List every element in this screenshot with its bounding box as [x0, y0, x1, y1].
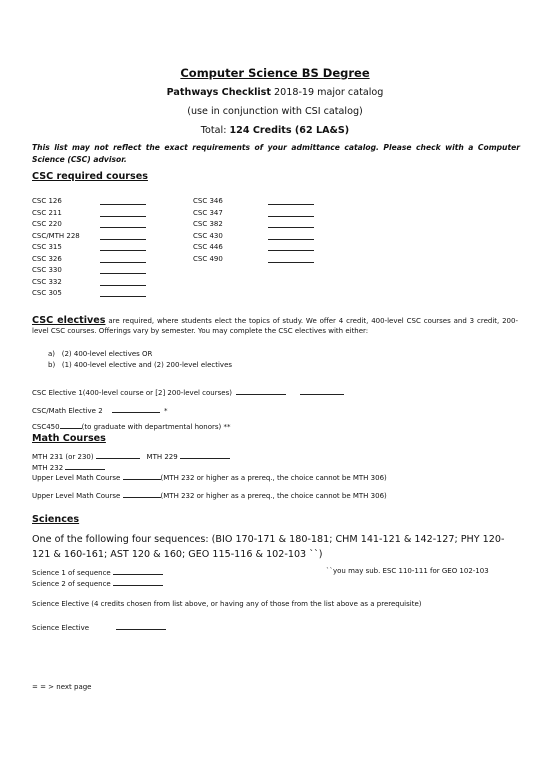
course-grade-blank[interactable] [268, 204, 314, 205]
course-grade-blank[interactable] [100, 227, 146, 228]
elective-2-label: CSC/Math Elective 2 [32, 407, 103, 415]
elective-1-blank-b[interactable] [300, 387, 344, 395]
total-credits [0, 125, 550, 136]
option-marker: b) [48, 361, 56, 369]
science-seq-1-blank[interactable] [113, 567, 163, 575]
required-heading: CSC required courses [32, 171, 148, 182]
course-label: CSC/MTH 228 [32, 231, 80, 240]
elective-option-a [48, 350, 152, 358]
course-grade-blank[interactable] [100, 250, 146, 251]
sciences-intro: One of the following four sequences: (BIO 170-171 & 180-181; CHM 141-121 & 142-127; PHY 120-121 & 160-161; AST 120 & 160; GEO 115-116 & 102-103 ``) [32, 534, 505, 560]
course-label: CSC 382 [193, 220, 223, 228]
course-label: CSC 126 [32, 197, 62, 205]
course-label: CSC 330 [32, 266, 62, 274]
course-grade-blank[interactable] [100, 239, 146, 240]
electives-paragraph [32, 316, 518, 336]
total-value: 124 Credits (62 LA&S) [229, 125, 350, 136]
honors-course: CSC450 [32, 423, 60, 431]
science-elective-row [32, 622, 166, 632]
math-row-2 [32, 462, 105, 472]
math-229-label: MTH 229 [146, 453, 178, 461]
upper-math-blank[interactable] [123, 472, 161, 480]
science-seq-2-row [32, 578, 163, 588]
science-elective-note: Science Elective (4 credits chosen from list above, or having any of those from the list above as a prerequisite) [32, 600, 422, 608]
course-label: CSC 446 [193, 243, 223, 251]
science-footnote: ``you may sub. ESC 110-111 for GEO 102-103 [326, 567, 489, 575]
course-label: CSC 347 [193, 208, 223, 217]
course-label: CSC 211 [32, 208, 62, 217]
elective-2-asterisk: * [164, 407, 168, 415]
course-label: CSC 490 [193, 254, 223, 263]
subtitle-catalog: 2018-19 major catalog [270, 87, 384, 98]
math-heading: Math Courses [32, 433, 106, 444]
course-grade-blank[interactable] [268, 216, 314, 217]
elective-1-blank-a[interactable] [236, 387, 286, 395]
course-grade-blank[interactable] [100, 262, 146, 263]
catalog-note: (use in conjunction with CSI catalog) [187, 106, 363, 117]
course-label: CSC 326 [32, 254, 62, 263]
science-seq-1-row [32, 567, 163, 577]
next-page-link[interactable]: = = > next page [32, 683, 92, 691]
subtitle-bold: Pathways Checklist [166, 87, 271, 98]
science-seq-2-blank[interactable] [113, 578, 163, 586]
electives-text: are required, where students elect the topics of study. We offer 4 credit, 400-level CSC courses and 3 credit, 200-level CSC courses. Offerings vary by semester. You may complete the CSC electives with either: [32, 317, 518, 335]
math-229-blank[interactable] [180, 451, 230, 459]
course-grade-blank[interactable] [100, 216, 146, 217]
science-elective-blank[interactable] [116, 622, 166, 630]
subtitle [0, 87, 550, 98]
disclaimer: This list may not reflect the exact requirements of your admittance catalog. Please check with a Computer Science (CSC) advisor. [32, 143, 520, 164]
course-label: CSC 346 [193, 197, 223, 205]
upper-math-note: (MTH 232 or higher as a prereq., the choice cannot be MTH 306) [160, 492, 387, 500]
math-232-label: MTH 232 [32, 464, 64, 472]
upper-math-note: (MTH 232 or higher as a prereq., the choice cannot be MTH 306) [160, 474, 387, 482]
upper-math-label: Upper Level Math Course [32, 492, 121, 500]
course-grade-blank[interactable] [100, 273, 146, 274]
course-grade-blank[interactable] [100, 204, 146, 205]
upper-math-row-1 [32, 472, 387, 482]
option-text: (2) 400-level electives OR [61, 350, 153, 358]
science-seq-1-label: Science 1 of sequence [32, 569, 111, 577]
upper-math-label: Upper Level Math Course [32, 474, 121, 482]
science-seq-2-label: Science 2 of sequence [32, 580, 111, 588]
course-label: CSC 430 [193, 231, 223, 240]
option-marker: a) [48, 350, 56, 358]
course-label: CSC 305 [32, 289, 62, 297]
elective-option-b [48, 361, 232, 369]
math-231-blank[interactable] [96, 451, 140, 459]
honors-blank[interactable] [60, 421, 82, 429]
option-text: (1) 400-level elective and (2) 200-level electives [61, 361, 233, 369]
honors-row [32, 421, 231, 431]
page-title: Computer Science BS Degree [180, 66, 370, 80]
course-label: CSC 332 [32, 277, 62, 286]
elective-1-label: CSC Elective 1(400-level course or [2] 200-level courses) [32, 389, 232, 397]
course-grade-blank[interactable] [268, 227, 314, 228]
elective-1-row [32, 387, 344, 397]
total-prefix: Total: [200, 125, 230, 136]
science-elective-label: Science Elective [32, 624, 90, 632]
course-grade-blank[interactable] [268, 239, 314, 240]
electives-heading: CSC electives [32, 315, 106, 326]
course-grade-blank[interactable] [100, 285, 146, 286]
math-232-blank[interactable] [65, 462, 105, 470]
elective-2-row [32, 405, 168, 415]
course-grade-blank[interactable] [268, 262, 314, 263]
sciences-heading: Sciences [32, 514, 80, 525]
elective-2-blank[interactable] [112, 405, 160, 413]
upper-math-blank[interactable] [123, 490, 161, 498]
math-row-1 [32, 451, 230, 461]
course-label: CSC 315 [32, 243, 62, 251]
math-231-label: MTH 231 (or 230) [32, 453, 94, 461]
course-grade-blank[interactable] [100, 296, 146, 297]
course-label: CSC 220 [32, 220, 62, 228]
course-grade-blank[interactable] [268, 250, 314, 251]
upper-math-row-2 [32, 490, 387, 500]
honors-note: (to graduate with departmental honors) ** [81, 423, 231, 431]
